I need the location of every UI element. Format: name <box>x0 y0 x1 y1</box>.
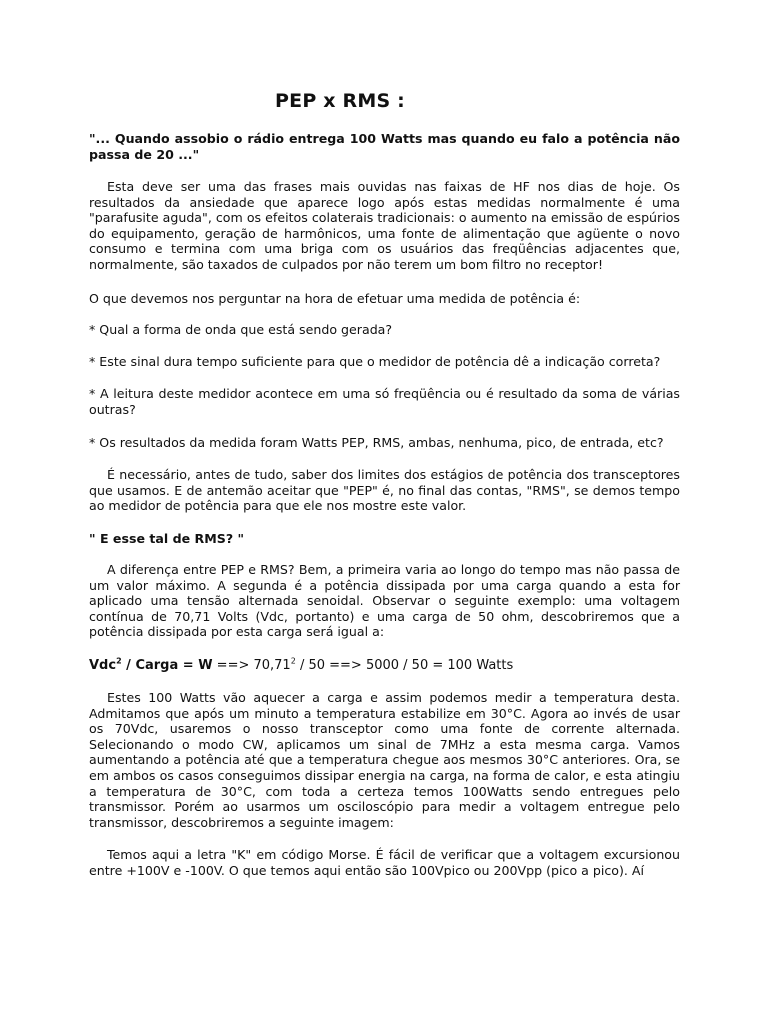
page-title: PEP x RMS : <box>275 90 405 112</box>
question-results: * Os resultados da medida foram Watts PEP, RMS, ambas, nenhuma, pico, de entrada, etc? <box>89 435 664 450</box>
section-heading: " E esse tal de RMS? " <box>89 531 245 546</box>
paragraph-morse: Temos aqui a letra "K" em código Morse. É fácil de verificar que a voltagem excursionou entre +100V e -100V. O que temos aqui então são 100Vpico ou 200Vpp (pico a pico). Aí <box>89 847 680 878</box>
paragraph-difference: A diferença entre PEP e RMS? Bem, a primeira varia ao longo do tempo mas não passa de um valor máximo. A segunda é a potência dissipada por uma carga quando a esta for aplicado uma tensão alternada senoidal. Observar o seguinte exemplo: uma voltagem contínua de 70,71 Volts (Vdc, portanto) e uma carga de 50 ohm, descobriremos que a potência dissipada por esta carga será igual a: <box>89 562 680 640</box>
question-duration: * Este sinal dura tempo suficiente para que o medidor de potência dê a indicação correta? <box>89 354 661 369</box>
formula-rhs-b: / 50 ==> 5000 / 50 = 100 Watts <box>295 658 514 673</box>
opening-quote: "... Quando assobio o rádio entrega 100 Watts mas quando eu falo a potência não passa de 20 ..." <box>89 131 680 162</box>
paragraph-experiment: Estes 100 Watts vão aquecer a carga e assim podemos medir a temperatura desta. Admitamos que após um minuto a temperatura estabilize em 30°C. Agora ao invés de usar os 70Vdc, usaremos o nosso transceptor como uma fonte de corrente alternada. Selecionando o modo CW, aplicamos um sinal de 7MHz a esta mesma carga. Vamos aumentando a potência até que a temperatura chegue aos mesmos 30°C anteriores. Ora, se em ambos os casos conseguimos dissipar energia na carga, na forma de calor, e esta atingiu a temperatura de 30°C, com toda a certeza temos 100Watts sendo entregues pelo transmissor. Porém ao usarmos um osciloscópio para medir a voltagem entregue pelo transmissor, descobriremos a seguinte imagem: <box>89 690 680 830</box>
question-frequency: * A leitura deste medidor acontece em uma só freqüência ou é resultado da soma de várias outras? <box>89 386 680 417</box>
formula-sup-a: 2 <box>116 656 122 666</box>
paragraph-intro: Esta deve ser uma das frases mais ouvidas nas faixas de HF nos dias de hoje. Os resultados da ansiedade que aparece logo após estas medidas normalmente é uma "parafusite aguda", com os efeitos colaterais tradicionais: o aumento na emissão de espúrios do equipamento, geração de harmônicos, uma fonte de alimentação que agüente o novo consumo e termina com uma briga com os usuários das freqüências adjacentes que, normalmente, são taxados de culpados por não terem um bom filtro no receptor! <box>89 179 680 272</box>
paragraph-limits: É necessário, antes de tudo, saber dos limites dos estágios de potência dos transceptores que usamos. E de antemão aceitar que "PEP" é, no final das contas, "RMS", se demos tempo ao medidor de potência para que ele nos mostre este valor. <box>89 467 680 514</box>
paragraph-question-lead: O que devemos nos perguntar na hora de efetuar uma medida de potência é: <box>89 291 581 306</box>
question-waveform: * Qual a forma de onda que está sendo gerada? <box>89 322 393 337</box>
power-formula <box>89 658 680 674</box>
formula-lhs-b: / Carga = W <box>121 658 213 673</box>
formula-rhs-a: ==> 70,71 <box>212 658 291 673</box>
formula-lhs-a: Vdc <box>89 658 117 673</box>
formula-sup-b: 2 <box>290 656 296 666</box>
